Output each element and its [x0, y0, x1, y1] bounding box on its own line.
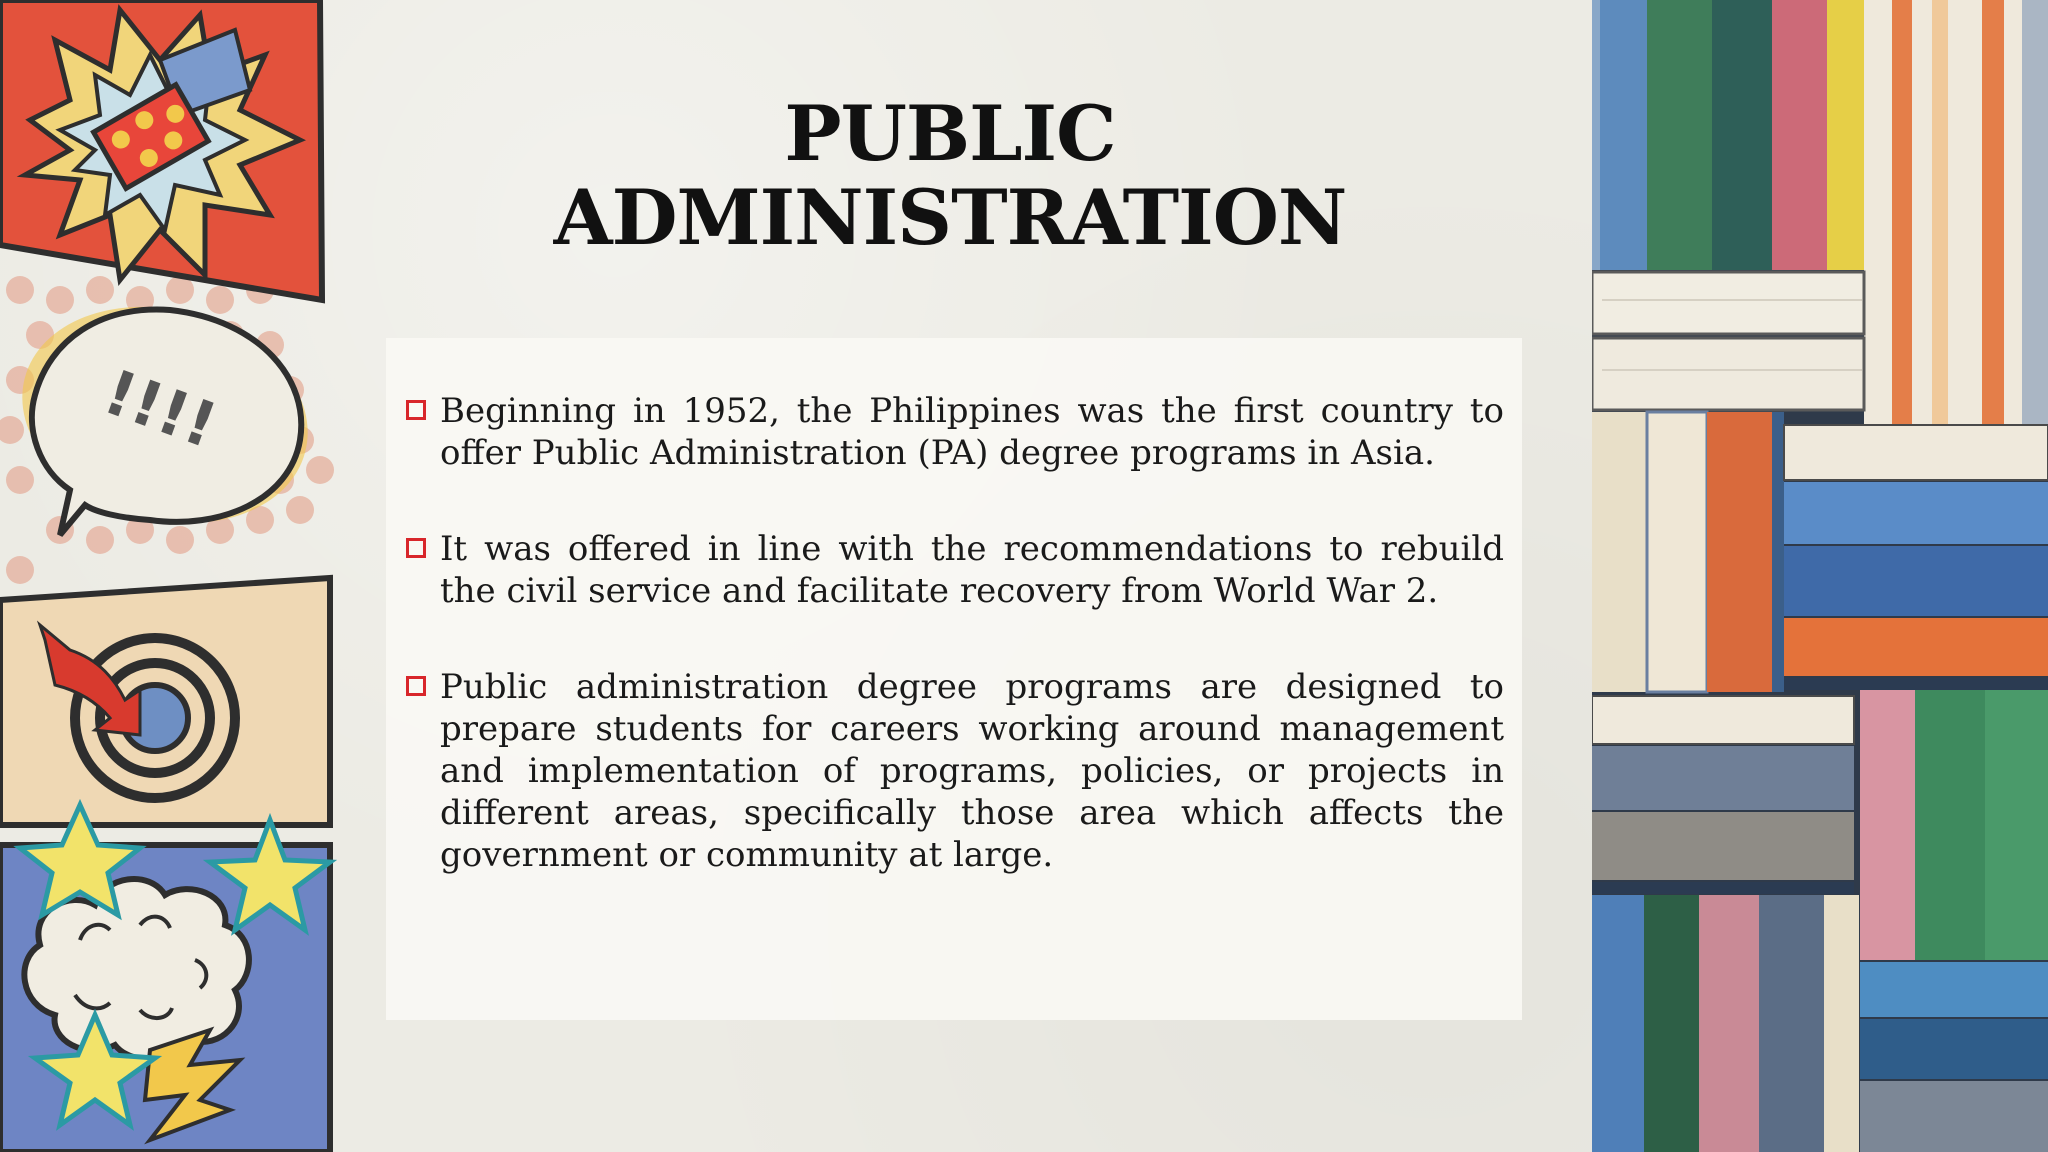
- target-arrow-icon: [0, 578, 330, 825]
- bullet-item: [404, 528, 1504, 612]
- comic-art-panel: [0, 0, 340, 1152]
- bullet-item: [404, 666, 1504, 876]
- speech-bubble-icon: [0, 276, 332, 554]
- explosion-icon: [0, 0, 322, 300]
- bullet-list: [404, 390, 1504, 930]
- bullet-text: It was offered in line with the recommendations to rebuild the civil service and facilitate recovery from World War 2.: [440, 529, 1504, 611]
- title-line-2: ADMINISTRATION: [553, 173, 1347, 262]
- bullet-item: [404, 390, 1504, 474]
- bullet-text: Public administration degree programs are designed to prepare students for careers working around management and implementation of programs, policies, or projects in different areas, specifically those area which affects the government or community at large.: [440, 667, 1504, 875]
- square-bullet-icon: [406, 400, 426, 420]
- slide-title: [540, 89, 1360, 262]
- title-line-1: PUBLIC: [784, 89, 1116, 178]
- books-photo: [1592, 0, 2048, 1152]
- square-bullet-icon: [406, 676, 426, 696]
- square-bullet-icon: [406, 538, 426, 558]
- bullet-text: Beginning in 1952, the Philippines was the first country to offer Public Administration (PA) degree programs in Asia.: [440, 391, 1504, 473]
- exclamation-marks: !!!!: [94, 354, 227, 463]
